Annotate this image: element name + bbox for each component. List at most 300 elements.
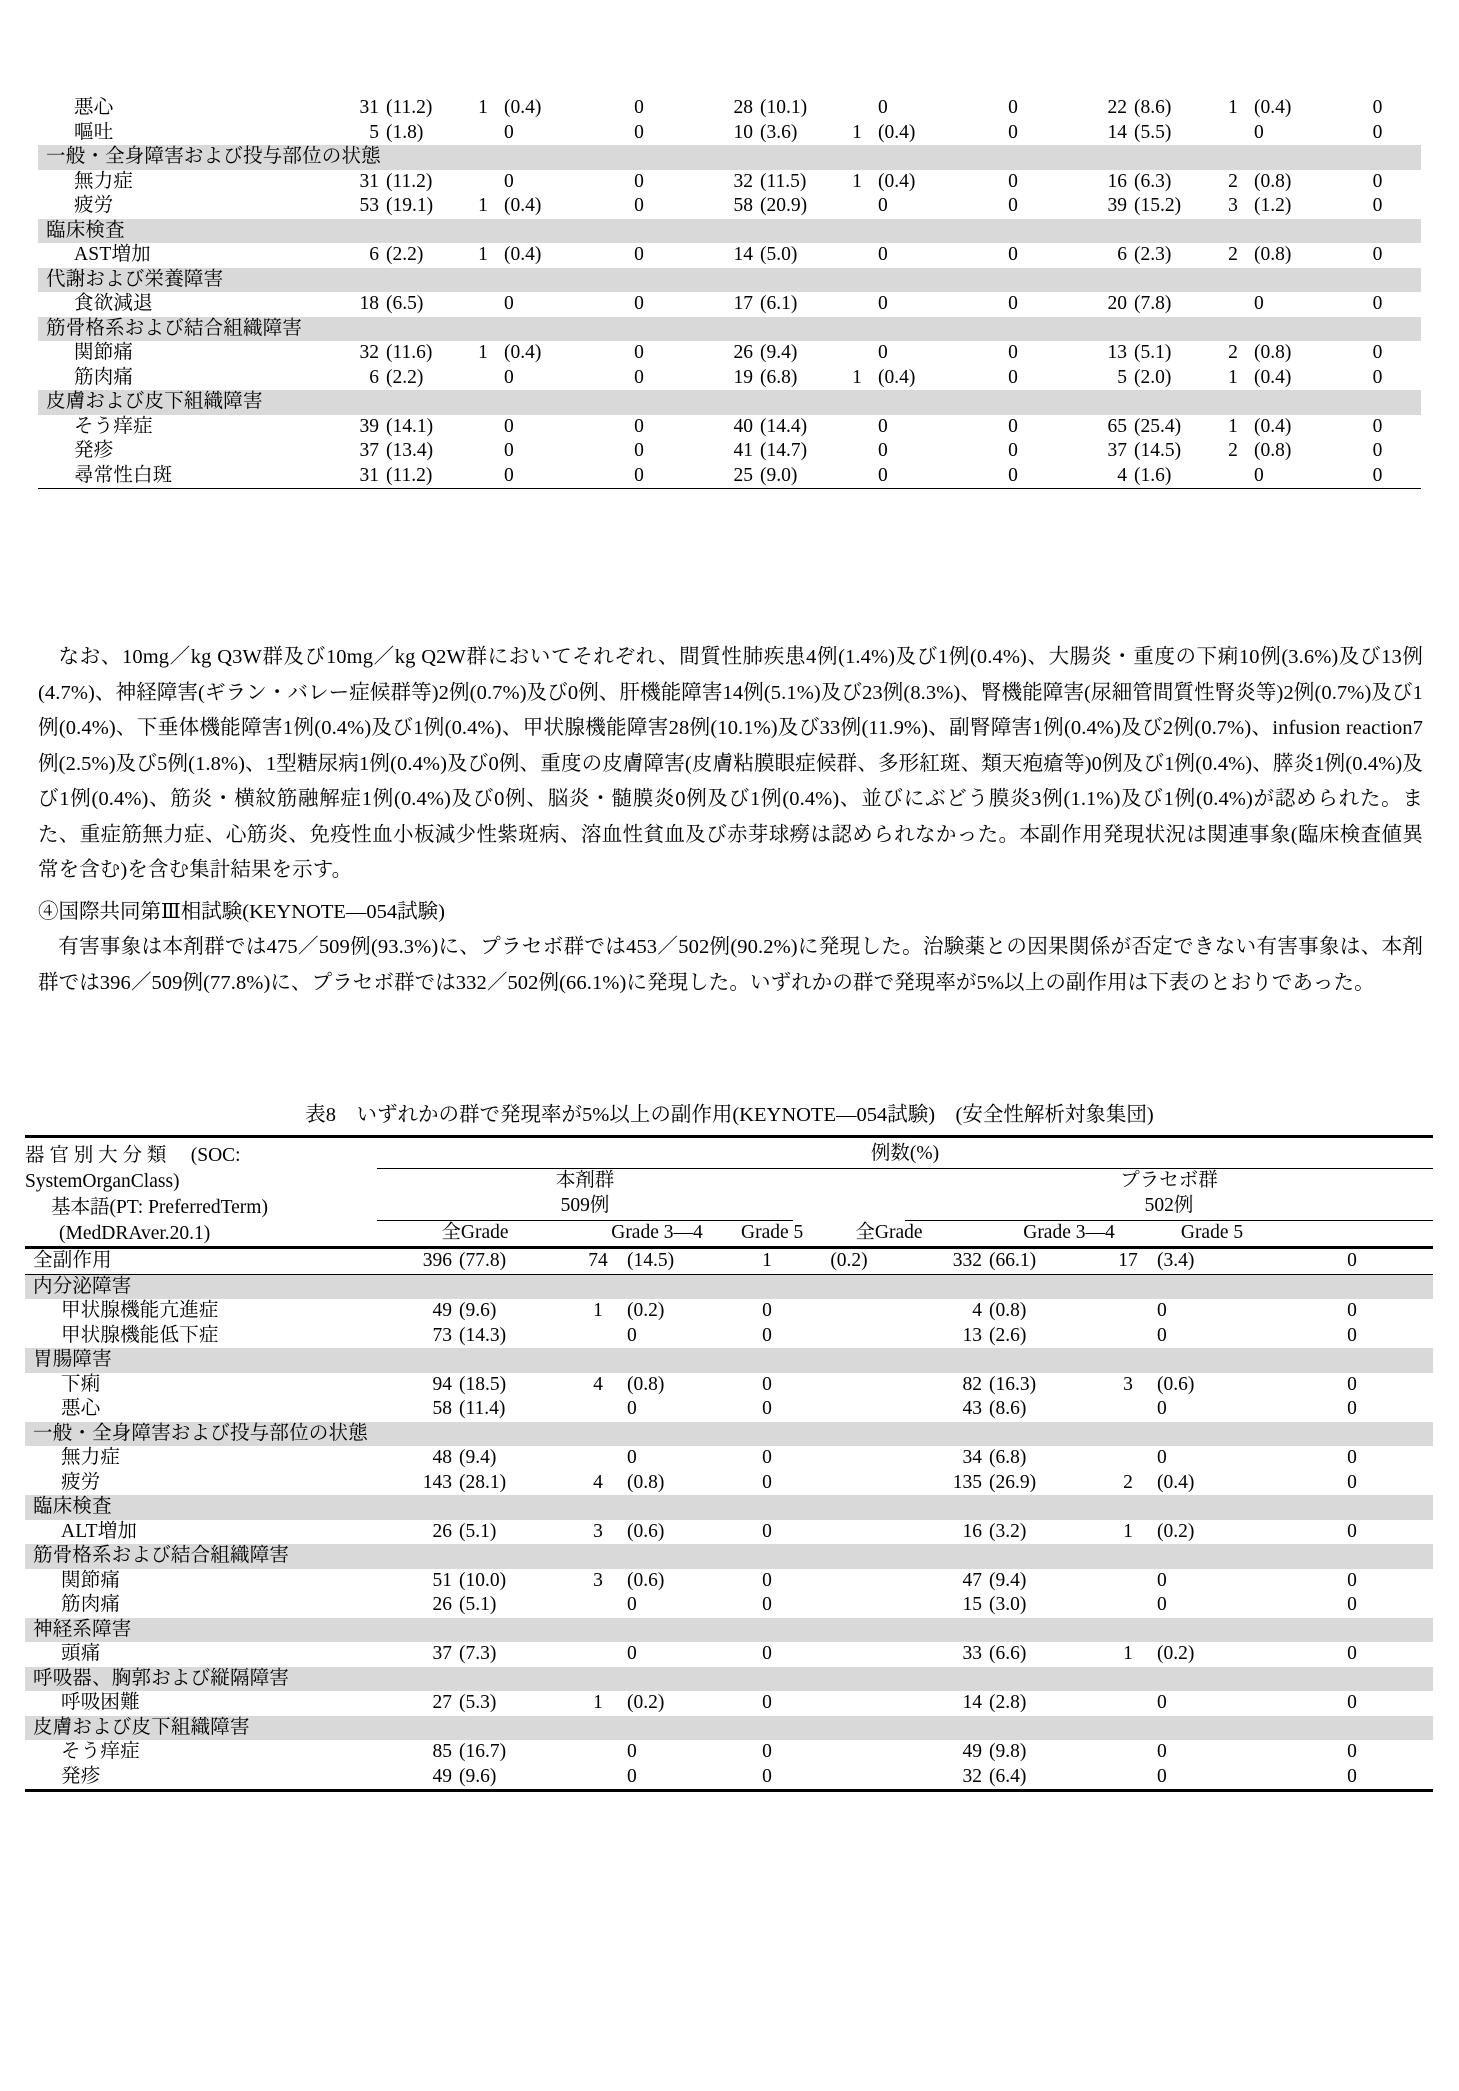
table-row	[25, 1765, 1433, 1791]
table-cell	[1103, 1397, 1153, 1422]
table-cell: 15	[962, 1594, 982, 1615]
table-cell: 0	[1347, 1520, 1357, 1542]
table-cell: (11.6)	[386, 342, 433, 363]
table-cell	[840, 439, 874, 464]
table-cell: 0	[1157, 1398, 1167, 1419]
table-row	[25, 1593, 1433, 1618]
table-cell: 0	[1347, 1643, 1357, 1664]
group-2-name: プラセボ群	[1120, 1169, 1218, 1191]
section-heading-4-text: ④国際共同第Ⅲ相試験(KEYNOTE―054試験)	[38, 901, 445, 923]
soc-group-row	[25, 1274, 1433, 1299]
table-8-title-text: 表8 いずれかの群で発現率が5%以上の副作用(KEYNOTE―054試験) (安全性解析対象集団)	[305, 1104, 1154, 1126]
pt-label: 発疹	[61, 1765, 101, 1787]
table-cell: 0	[1372, 195, 1383, 216]
table-cell: (0.4)	[1254, 366, 1292, 388]
table-cell: 0	[634, 342, 644, 363]
table-cell: 0	[1008, 293, 1018, 314]
table-cell: (0.8)	[1254, 170, 1292, 192]
table-cell	[466, 415, 500, 440]
table-cell: (0.4)	[1254, 97, 1292, 118]
table-cell: 0	[627, 1765, 637, 1787]
table-cell: 0	[762, 1692, 772, 1713]
soc-group-label: 皮膚および皮下組織障害	[38, 390, 1421, 415]
table-cell	[1103, 1569, 1153, 1594]
table-cell: (28.1)	[459, 1471, 507, 1493]
table-cell: 1	[762, 1250, 772, 1271]
table-cell: 0	[634, 415, 644, 437]
table-cell: 0	[627, 1643, 637, 1664]
table-cell: 5	[1117, 366, 1127, 388]
table-row	[25, 1397, 1433, 1422]
table-cell: 0	[1008, 366, 1018, 388]
note-paragraph-text: なお、10mg／kg Q3W群及び10mg／kg Q2W群においてそれぞれ、間質性肺疾患4例(1.4%)及び1例(0.4%)、大腸炎・重度の下痢10例(3.6%)及び13例(4.7%)、神経障害(ギラン・バレー症候群等)2例(0.7%)及び0例、肝機能障害14例(5.1%)及び23例(8.3%)、腎機能障害(尿細管間質性腎炎等)2例(0.7%)及び1例(0.4%)、下垂体機能障害1例(0.4%)及び1例(0.4%)、甲状腺機能障害28例(10.1%)及び33例(11.9%)、副腎障害1例(0.4%)及び2例(0.7%)、infusion reaction7例(2.5%)及び5例(1.8%)、1型糖尿病1例(0.4%)及び0例、重度の皮膚障害(皮膚粘膜眼症候群、多形紅斑、類天疱瘡等)0例及び1例(0.4%)、膵炎1例(0.4%)及び1例(0.4%)、筋炎・横紋筋融解症1例(0.4%)及び0例、脳炎・髄膜炎0例及び1例(0.4%)、並びにぶどう膜炎3例(1.1%)及び1例(0.4%)が認められた。また、重症筋無力症、心筋炎、免疫性血小板減少性紫斑病、溶血性貧血及び赤芽球癆は認められなかった。本副作用発現状況は関連事象(臨床検査値異常を含む)を含む集計結果を示す。	[38, 646, 1423, 881]
table-cell: 0	[762, 1765, 772, 1787]
table-cell	[466, 439, 500, 464]
table-cell: 31	[359, 170, 379, 192]
table-cell: (0.4)	[504, 97, 542, 118]
table-cell: 0	[762, 1520, 772, 1542]
table-cell: 1	[852, 121, 862, 143]
table-cell: 4	[593, 1471, 603, 1493]
soc-group-row	[25, 1348, 1433, 1373]
table-cell: 26	[733, 342, 753, 363]
pt-label: AST増加	[74, 244, 151, 265]
table-cell: 0	[1008, 244, 1018, 265]
table-cell: (0.8)	[989, 1300, 1027, 1321]
table-cell	[1103, 1765, 1153, 1791]
table-cell: 74	[588, 1250, 608, 1271]
soc-group-label: 皮膚および皮下組織障害	[25, 1716, 1433, 1741]
table-cell: (6.3)	[1134, 170, 1172, 192]
table-cell: 14	[733, 244, 753, 265]
table-cell: 0	[1372, 342, 1383, 363]
table-cell: 16	[1107, 170, 1127, 192]
table-cell: 0	[1347, 1373, 1357, 1395]
table-cell	[1103, 1740, 1153, 1765]
table-cell	[466, 366, 500, 391]
stub-line-4: (MedDRAver.20.1)	[59, 1222, 211, 1244]
table-cell: (15.2)	[1134, 195, 1182, 216]
table-cell: 2	[1228, 342, 1238, 363]
table-cell: (9.0)	[760, 464, 798, 486]
table-cell: (5.1)	[1134, 342, 1172, 363]
table-cell: 396	[422, 1250, 452, 1271]
table-row	[38, 341, 1421, 366]
table-row	[38, 121, 1421, 146]
table-cell: 32	[733, 170, 753, 192]
table-cell	[466, 292, 500, 317]
table-cell: (0.6)	[1157, 1373, 1195, 1395]
table-cell: 1	[1123, 1643, 1133, 1664]
pt-label: 関節痛	[61, 1569, 121, 1591]
table-cell: 4	[1117, 464, 1127, 486]
table-cell: (3.2)	[989, 1520, 1027, 1542]
table-cell: 0	[1372, 170, 1383, 192]
table-cell	[573, 1324, 623, 1349]
table-cell: 0	[634, 121, 644, 143]
table-cell: 0	[1254, 464, 1264, 486]
table-cell: 2	[1228, 244, 1238, 265]
table-cell: (6.8)	[989, 1447, 1027, 1468]
soc-group-label: 一般・全身障害および投与部位の状態	[25, 1422, 1433, 1447]
table-cell: (0.6)	[627, 1520, 665, 1542]
pt-label: 呼吸困難	[61, 1692, 140, 1713]
table-cell: (14.5)	[627, 1250, 675, 1271]
table-cell: 0	[1157, 1692, 1167, 1713]
table-cell: 0	[878, 97, 888, 118]
stub-line-3: 基本語(PT: PreferredTerm)	[51, 1196, 268, 1218]
table-cell: 14	[962, 1692, 982, 1713]
table-cell: 0	[762, 1471, 772, 1493]
table-cell: 0	[634, 170, 644, 192]
table-cell: 1	[1228, 366, 1238, 388]
pt-label: ALT増加	[61, 1520, 138, 1542]
table-cell: 27	[432, 1692, 452, 1713]
table-cell	[466, 121, 500, 146]
table-cell: (20.9)	[760, 195, 808, 216]
table-cell	[573, 1397, 623, 1422]
soc-group-label: 臨床検査	[38, 219, 1421, 244]
table-row	[38, 243, 1421, 268]
table-cell: (19.1)	[386, 195, 434, 216]
table-8-header-row-2	[25, 1168, 1433, 1194]
table-cell: 0	[1254, 121, 1264, 143]
table-cell: (0.8)	[627, 1373, 665, 1395]
table-cell: 0	[762, 1300, 772, 1321]
soc-group-row	[25, 1716, 1433, 1741]
table-row	[38, 464, 1421, 489]
table-cell: (9.4)	[459, 1447, 497, 1468]
soc-group-row	[38, 268, 1421, 293]
table-cell: (9.6)	[459, 1765, 497, 1787]
table-cell: 0	[762, 1398, 772, 1419]
table-cell	[840, 194, 874, 219]
table-cell: 0	[762, 1569, 772, 1591]
table-cell: 0	[1008, 464, 1018, 486]
table-cell: 85	[432, 1741, 452, 1762]
table-cell: (11.5)	[760, 170, 807, 192]
table-cell: 135	[952, 1471, 982, 1493]
table-cell: 0	[1347, 1398, 1357, 1419]
table-cell: 0	[504, 366, 514, 388]
table-cell: 39	[359, 415, 379, 437]
table-cell: (5.0)	[760, 244, 798, 265]
table-cell: 0	[1372, 97, 1383, 118]
table-cell: 40	[733, 415, 753, 437]
table-cell: (14.5)	[1134, 440, 1182, 461]
table-cell: 25	[733, 464, 753, 486]
table-cell: 41	[733, 440, 753, 461]
table-cell: 6	[369, 244, 379, 265]
table-cell: (0.2)	[627, 1300, 665, 1321]
table-cell: 17	[1118, 1250, 1138, 1271]
table-cell: 143	[422, 1471, 452, 1493]
table-cell: (2.2)	[386, 366, 424, 388]
table-cell: 33	[962, 1643, 982, 1664]
table-cell: (77.8)	[459, 1250, 507, 1271]
table-cell: (0.4)	[504, 195, 542, 216]
table-cell: 0	[762, 1594, 772, 1615]
table-cell: 0	[1347, 1569, 1357, 1591]
keynote-paragraph	[38, 930, 1423, 1001]
table-cell	[840, 243, 874, 268]
table-cell: 3	[1123, 1373, 1133, 1395]
table-cell: (0.6)	[627, 1569, 665, 1591]
table-cell: (3.0)	[989, 1594, 1027, 1615]
table-cell: 0	[878, 195, 888, 216]
soc-group-label: 臨床検査	[25, 1495, 1433, 1520]
soc-group-row	[25, 1422, 1433, 1447]
soc-group-label: 代謝および栄養障害	[38, 268, 1421, 293]
table-cell: 2	[1228, 170, 1238, 192]
pt-label: 疲労	[74, 195, 114, 216]
table-cell: 0	[504, 121, 514, 143]
table-cell: (0.4)	[1254, 415, 1292, 437]
table-cell: 26	[432, 1594, 452, 1615]
adverse-reactions-table-continued	[38, 96, 1421, 489]
group-2-grade-5-header: Grade 5	[1180, 1221, 1244, 1243]
soc-group-row	[38, 145, 1421, 170]
table-cell: 0	[1347, 1447, 1357, 1468]
soc-group-row	[38, 390, 1421, 415]
table-row	[25, 1740, 1433, 1765]
table-cell: (11.2)	[386, 170, 433, 192]
spacer-cell	[793, 1194, 905, 1220]
table-cell: (18.5)	[459, 1373, 507, 1395]
table-cell: 0	[1347, 1741, 1357, 1762]
table-row	[38, 96, 1421, 121]
table-cell: 0	[1157, 1447, 1167, 1468]
table-cell: (6.4)	[989, 1765, 1027, 1787]
table-cell: 0	[627, 1594, 637, 1615]
table-cell: 0	[634, 244, 644, 265]
table-cell: 0	[1008, 121, 1018, 143]
table-8-header-row-4	[25, 1220, 1433, 1248]
table-cell: 13	[1107, 342, 1127, 363]
table-cell: (6.5)	[386, 293, 424, 314]
table-cell	[1103, 1691, 1153, 1716]
pt-label: 頭痛	[61, 1643, 101, 1664]
table-cell: 0	[1254, 293, 1264, 314]
pt-label: 発疹	[74, 440, 114, 461]
table-cell: 0	[1372, 415, 1383, 437]
table-cell: (2.0)	[1134, 366, 1172, 388]
group-1-all-grade-header: 全Grade	[441, 1221, 509, 1243]
table-cell: 37	[359, 440, 379, 461]
table-cell	[1103, 1593, 1153, 1618]
table-cell: 0	[878, 293, 888, 314]
soc-group-row	[38, 219, 1421, 244]
table-cell	[793, 1691, 905, 1716]
table-cell: (0.4)	[878, 366, 916, 388]
table-cell: 0	[634, 97, 644, 118]
pt-label: 疲労	[61, 1471, 101, 1493]
table-cell: 6	[369, 366, 379, 388]
pt-label: 筋肉痛	[61, 1594, 121, 1615]
table-cell: 0	[634, 464, 644, 486]
table-cell: (0.2)	[830, 1250, 868, 1271]
table-cell: 1	[1123, 1520, 1133, 1542]
table-cell: 0	[1347, 1324, 1357, 1346]
table-cell	[466, 464, 500, 489]
pt-label: 悪心	[61, 1398, 101, 1419]
table-cell: 0	[627, 1447, 637, 1468]
table-top	[38, 96, 1421, 489]
table-cell: 0	[878, 244, 888, 265]
table-cell	[793, 1593, 905, 1618]
table-cell: 26	[432, 1520, 452, 1542]
table-cell: 19	[733, 366, 753, 388]
table-cell	[1216, 464, 1250, 489]
table-cell: 2	[1123, 1471, 1133, 1493]
keynote-paragraph-text: 有害事象は本剤群では475／509例(93.3%)に、プラセボ群では453／502例(90.2%)に発現した。治験薬との因果関係が否定できない有害事象は、本剤群では396／509例(77.8%)に、プラセボ群では332／502例(66.1%)に発現した。いずれかの群で発現率が5%以上の副作用は下表のとおりであった。	[38, 936, 1423, 994]
soc-group-label: 呼吸器、胸郭および縦隔障害	[25, 1667, 1433, 1692]
table-cell: (6.1)	[760, 293, 798, 314]
pt-label: 筋肉痛	[74, 366, 134, 388]
table-cell	[573, 1740, 623, 1765]
group-1-grade-34-header: Grade 3―4	[611, 1221, 703, 1243]
table-cell: (26.9)	[989, 1471, 1037, 1493]
soc-group-label: 内分泌障害	[25, 1274, 1433, 1299]
table-row	[38, 194, 1421, 219]
group-1-grade-5-header: Grade 5	[741, 1221, 804, 1243]
table-cell: 43	[962, 1398, 982, 1419]
table-cell: 0	[627, 1741, 637, 1762]
table-cell: (16.3)	[989, 1373, 1037, 1395]
pt-label: 尋常性白斑	[74, 464, 173, 486]
table-cell: 0	[1347, 1471, 1357, 1493]
table-cell: (25.4)	[1134, 415, 1182, 437]
table-cell: 0	[1372, 244, 1383, 265]
table-cell: 73	[432, 1324, 452, 1346]
table-cell	[793, 1765, 905, 1791]
group-2-grade-34-header: Grade 3―4	[1023, 1221, 1115, 1243]
table-cell: (10.0)	[459, 1569, 507, 1591]
table-cell	[1103, 1299, 1153, 1324]
table-row	[25, 1373, 1433, 1398]
pt-label: 無力症	[74, 170, 134, 192]
table-cell: (66.1)	[989, 1250, 1037, 1271]
table-cell: (8.6)	[989, 1398, 1027, 1419]
table-cell	[840, 341, 874, 366]
table-cell: 3	[593, 1520, 603, 1542]
table-cell: 0	[1157, 1324, 1167, 1346]
table-cell: 0	[1347, 1692, 1357, 1713]
table-cell: 31	[359, 97, 379, 118]
table-cell: 65	[1107, 415, 1127, 437]
pt-label: 甲状腺機能低下症	[61, 1324, 219, 1346]
table-cell: 0	[1157, 1569, 1167, 1591]
table-8-header-row-3	[25, 1194, 1433, 1220]
table-cell	[573, 1642, 623, 1667]
table-cell: 1	[852, 366, 862, 388]
table-cell: 0	[762, 1741, 772, 1762]
table-cell: 3	[1228, 195, 1238, 216]
table-cell	[1216, 292, 1250, 317]
pt-label: 下痢	[61, 1373, 101, 1395]
table-cell: 332	[952, 1250, 982, 1271]
table-cell	[1103, 1324, 1153, 1349]
table-cell	[793, 1446, 905, 1471]
pt-label: 嘔吐	[74, 121, 114, 143]
table-cell: (1.8)	[386, 121, 424, 143]
table-cell	[793, 1642, 905, 1667]
table-cell: 0	[1347, 1765, 1357, 1787]
table-cell: 2	[1228, 440, 1238, 461]
table-cell	[840, 292, 874, 317]
table-cell: (5.1)	[459, 1520, 497, 1542]
table-cell: 49	[432, 1765, 452, 1787]
table-cell: 49	[432, 1300, 452, 1321]
table-cell: 0	[1008, 440, 1018, 461]
table-row	[25, 1446, 1433, 1471]
table-row	[38, 292, 1421, 317]
table-cell: 0	[504, 415, 514, 437]
soc-group-label: 神経系障害	[25, 1618, 1433, 1643]
table-cell: (8.6)	[1134, 97, 1172, 118]
table-cell: 0	[504, 170, 514, 192]
table-cell: (0.4)	[878, 170, 916, 192]
pt-label: 食欲減退	[74, 293, 153, 314]
table-cell: 1	[593, 1300, 603, 1321]
group-1-name: 本剤群	[555, 1169, 615, 1191]
table-cell	[793, 1397, 905, 1422]
table-cell: 10	[733, 121, 753, 143]
soc-group-label: 筋骨格系および結合組織障害	[38, 317, 1421, 342]
table-cell: 22	[1107, 97, 1127, 118]
soc-group-row	[25, 1495, 1433, 1520]
table-cell: (0.8)	[1254, 244, 1292, 265]
soc-group-row	[25, 1544, 1433, 1569]
table-cell: 0	[762, 1373, 772, 1395]
table-cell: 53	[359, 195, 379, 216]
table-cell: 1	[478, 97, 488, 118]
table-cell: (7.3)	[459, 1643, 497, 1664]
table-cell: (2.8)	[989, 1692, 1027, 1713]
table-cell: 16	[962, 1520, 982, 1542]
table-cell: 1	[478, 244, 488, 265]
table-cell	[793, 1324, 905, 1349]
table-cell: 0	[1157, 1741, 1167, 1762]
table-cell: (9.6)	[459, 1300, 497, 1321]
table-cell: 0	[878, 464, 888, 486]
table-cell: (0.4)	[878, 121, 916, 143]
table-row	[25, 1691, 1433, 1716]
table-cell: (11.2)	[386, 464, 433, 486]
table-cell: (13.4)	[386, 440, 434, 461]
table-cell	[793, 1299, 905, 1324]
table-cell: 0	[627, 1324, 637, 1346]
table-cell: (14.7)	[760, 440, 808, 461]
soc-group-label: 一般・全身障害および投与部位の状態	[38, 145, 1421, 170]
table-cell: 0	[762, 1324, 772, 1346]
table-cell: 37	[1107, 440, 1127, 461]
table-cell: 0	[634, 366, 644, 388]
table-cell: (1.2)	[1254, 195, 1292, 216]
table-cell: (0.8)	[1254, 342, 1292, 363]
table-cell: 1	[593, 1692, 603, 1713]
table-cell: (9.4)	[989, 1569, 1027, 1591]
table-cell: 1	[852, 170, 862, 192]
table-cell: (1.6)	[1134, 464, 1172, 486]
table-cell: (7.8)	[1134, 293, 1172, 314]
table-cell: (14.4)	[760, 415, 808, 437]
table-cell: (0.8)	[627, 1471, 665, 1493]
table-cell: (0.4)	[1157, 1471, 1195, 1493]
table-8-header-row-1	[25, 1137, 1433, 1169]
table-cell: (0.4)	[504, 342, 542, 363]
table-cell: 0	[878, 440, 888, 461]
